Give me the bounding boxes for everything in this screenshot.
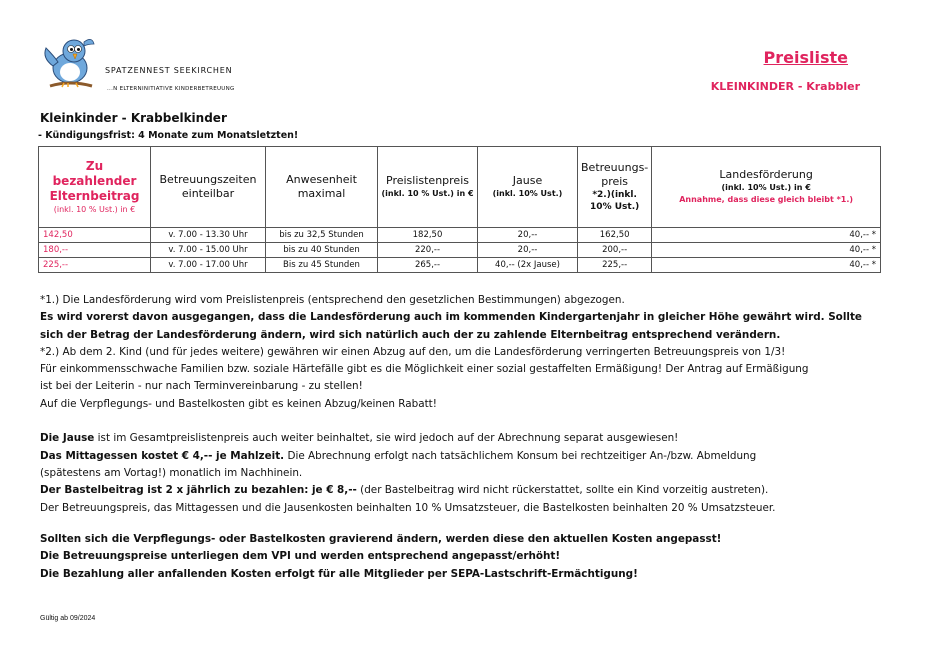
note-assumption: Es wird vorerst davon ausgegangen, dass die Landesförderung auch im kommenden Kindergartenjahr in gleicher Höhe gewährt wird. Sollte bbox=[40, 311, 862, 324]
cell-landesfoerderung: 40,-- * bbox=[652, 228, 881, 243]
header-preislistenpreis: Preislistenpreis (inkl. 10 % Ust.) in € bbox=[378, 147, 478, 228]
notes-section bbox=[40, 292, 900, 517]
cell-jause: 20,-- bbox=[478, 243, 578, 258]
cell-betreuungspreis: 162,50 bbox=[578, 228, 652, 243]
organization-subtitle: ...N ELTERNINITIATIVE KINDERBETREUUNG bbox=[107, 86, 235, 92]
cell-zeiten: v. 7.00 - 13.30 Uhr bbox=[151, 228, 266, 243]
cell-preislistenpreis: 265,-- bbox=[378, 258, 478, 273]
table-header-row bbox=[39, 147, 881, 228]
final-notes bbox=[40, 531, 721, 583]
cancellation-notice: - Kündigungsfrist: 4 Monate zum Monatsletzten! bbox=[38, 130, 299, 141]
note-umsatzsteuer: Der Betreuungspreis, das Mittagessen und die Jausenkosten beinhalten 10 % Umsatzsteuer, die Bastelkosten beinhalten 20 % Umsatzsteuer. bbox=[40, 501, 776, 514]
cell-anwesenheit: Bis zu 45 Stunden bbox=[266, 258, 378, 273]
cell-betreuungspreis: 200,-- bbox=[578, 243, 652, 258]
header-anwesenheit: Anwesenheit maximal bbox=[266, 147, 378, 228]
note-landesfoerderung: *1.) Die Landesförderung wird vom Preislistenpreis (entsprechend den gesetzlichen Bestimmungen) abgezogen. bbox=[40, 294, 625, 306]
cell-elternbeitrag: 180,-- bbox=[39, 243, 151, 258]
organization-name: SPATZENNEST SEEKIRCHEN bbox=[105, 66, 233, 75]
note-hardship-cont: ist bei der Leiterin - nur nach Terminvereinbarung - zu stellen! bbox=[40, 380, 363, 393]
cell-elternbeitrag: 225,-- bbox=[39, 258, 151, 273]
cell-anwesenheit: bis zu 40 Stunden bbox=[266, 243, 378, 258]
cell-zeiten: v. 7.00 - 17.00 Uhr bbox=[151, 258, 266, 273]
header-elternbeitrag: Zu bezahlender Elternbeitrag (inkl. 10 % Ust.) in € bbox=[39, 147, 151, 228]
header-betreuungspreis: Betreuungs-preis *2.)(inkl. 10% Ust.) bbox=[578, 147, 652, 228]
valid-from: Gültig ab 09/2024 bbox=[40, 615, 96, 622]
table-row bbox=[39, 243, 881, 258]
note-bastelbeitrag: Der Bastelbeitrag ist 2 x jährlich zu bezahlen: je € 8,-- (der Bastelbeitrag wird nicht rückerstattet, sollte ein Kind vorzeitig austreten). bbox=[40, 484, 769, 497]
document-subtitle: KLEINKINDER - Krabbler bbox=[710, 80, 860, 93]
cell-landesfoerderung: 40,-- * bbox=[652, 258, 881, 273]
note-mittagessen: Das Mittagessen kostet € 4,-- je Mahlzeit. Die Abrechnung erfolgt nach tatsächlichem Konsum bei rechtzeitiger An-/bzw. Abmeldung bbox=[40, 449, 757, 462]
final-note-costs: Sollten sich die Verpflegungs- oder Bastelkosten gravierend ändern, werden diese den aktuellen Kosten angepasst! bbox=[40, 533, 722, 545]
final-note-vpi: Die Betreuungspreise unterliegen dem VPI und werden entsprechend angepasst/erhöht! bbox=[40, 550, 561, 563]
header-jause: Jause (inkl. 10% Ust.) bbox=[478, 147, 578, 228]
table-row bbox=[39, 228, 881, 243]
note-mittagessen-cont: (spätestens am Vortag!) monatlich im Nachhinein. bbox=[40, 466, 303, 479]
note-hardship: Für einkommensschwache Familien bzw. soziale Härtefälle gibt es die Möglichkeit einer sozial gestaffelten Ermäßigung! Der Antrag auf Ermäßigung bbox=[40, 363, 809, 376]
cell-landesfoerderung: 40,-- * bbox=[652, 243, 881, 258]
cell-jause: 40,-- (2x Jause) bbox=[478, 258, 578, 273]
cell-preislistenpreis: 220,-- bbox=[378, 243, 478, 258]
header-betreuungszeiten: Betreuungszeiten einteilbar bbox=[151, 147, 266, 228]
price-table bbox=[38, 146, 881, 273]
note-jause: Die Jause ist im Gesamtpreislistenpreis auch weiter beinhaltet, sie wird jedoch auf der Abrechnung separat ausgewiesen! bbox=[40, 432, 679, 445]
document-title: Preisliste bbox=[763, 48, 848, 67]
cell-preislistenpreis: 182,50 bbox=[378, 228, 478, 243]
note-no-discount: Auf die Verpflegungs- und Bastelkosten gibt es keinen Abzug/keinen Rabatt! bbox=[40, 397, 437, 410]
header-landesfoerderung: Landesförderung (inkl. 10% Ust.) in € Annahme, dass diese gleich bleibt *1.) bbox=[652, 147, 881, 228]
final-note-sepa: Die Bezahlung aller anfallenden Kosten erfolgt für alle Mitglieder per SEPA-Lastschrift-Ermächtigung! bbox=[40, 567, 638, 580]
note-sibling-discount: *2.) Ab dem 2. Kind (und für jedes weitere) gewähren wir einen Abzug auf den, um die Landesförderung verringerten Betreuungspreis von 1/3! bbox=[40, 345, 786, 358]
cell-zeiten: v. 7.00 - 15.00 Uhr bbox=[151, 243, 266, 258]
cell-jause: 20,-- bbox=[478, 228, 578, 243]
table-row bbox=[39, 258, 881, 273]
cell-anwesenheit: bis zu 32,5 Stunden bbox=[266, 228, 378, 243]
cell-betreuungspreis: 225,-- bbox=[578, 258, 652, 273]
section-title: Kleinkinder - Krabbelkinder bbox=[40, 111, 227, 125]
note-assumption-cont: sich der Betrag der Landesförderung ändern, wird sich natürlich auch der zu zahlende Elternbeitrag entsprechend verändern. bbox=[40, 328, 781, 341]
cell-elternbeitrag: 142,50 bbox=[39, 228, 151, 243]
sparrow-logo-icon bbox=[40, 36, 102, 94]
